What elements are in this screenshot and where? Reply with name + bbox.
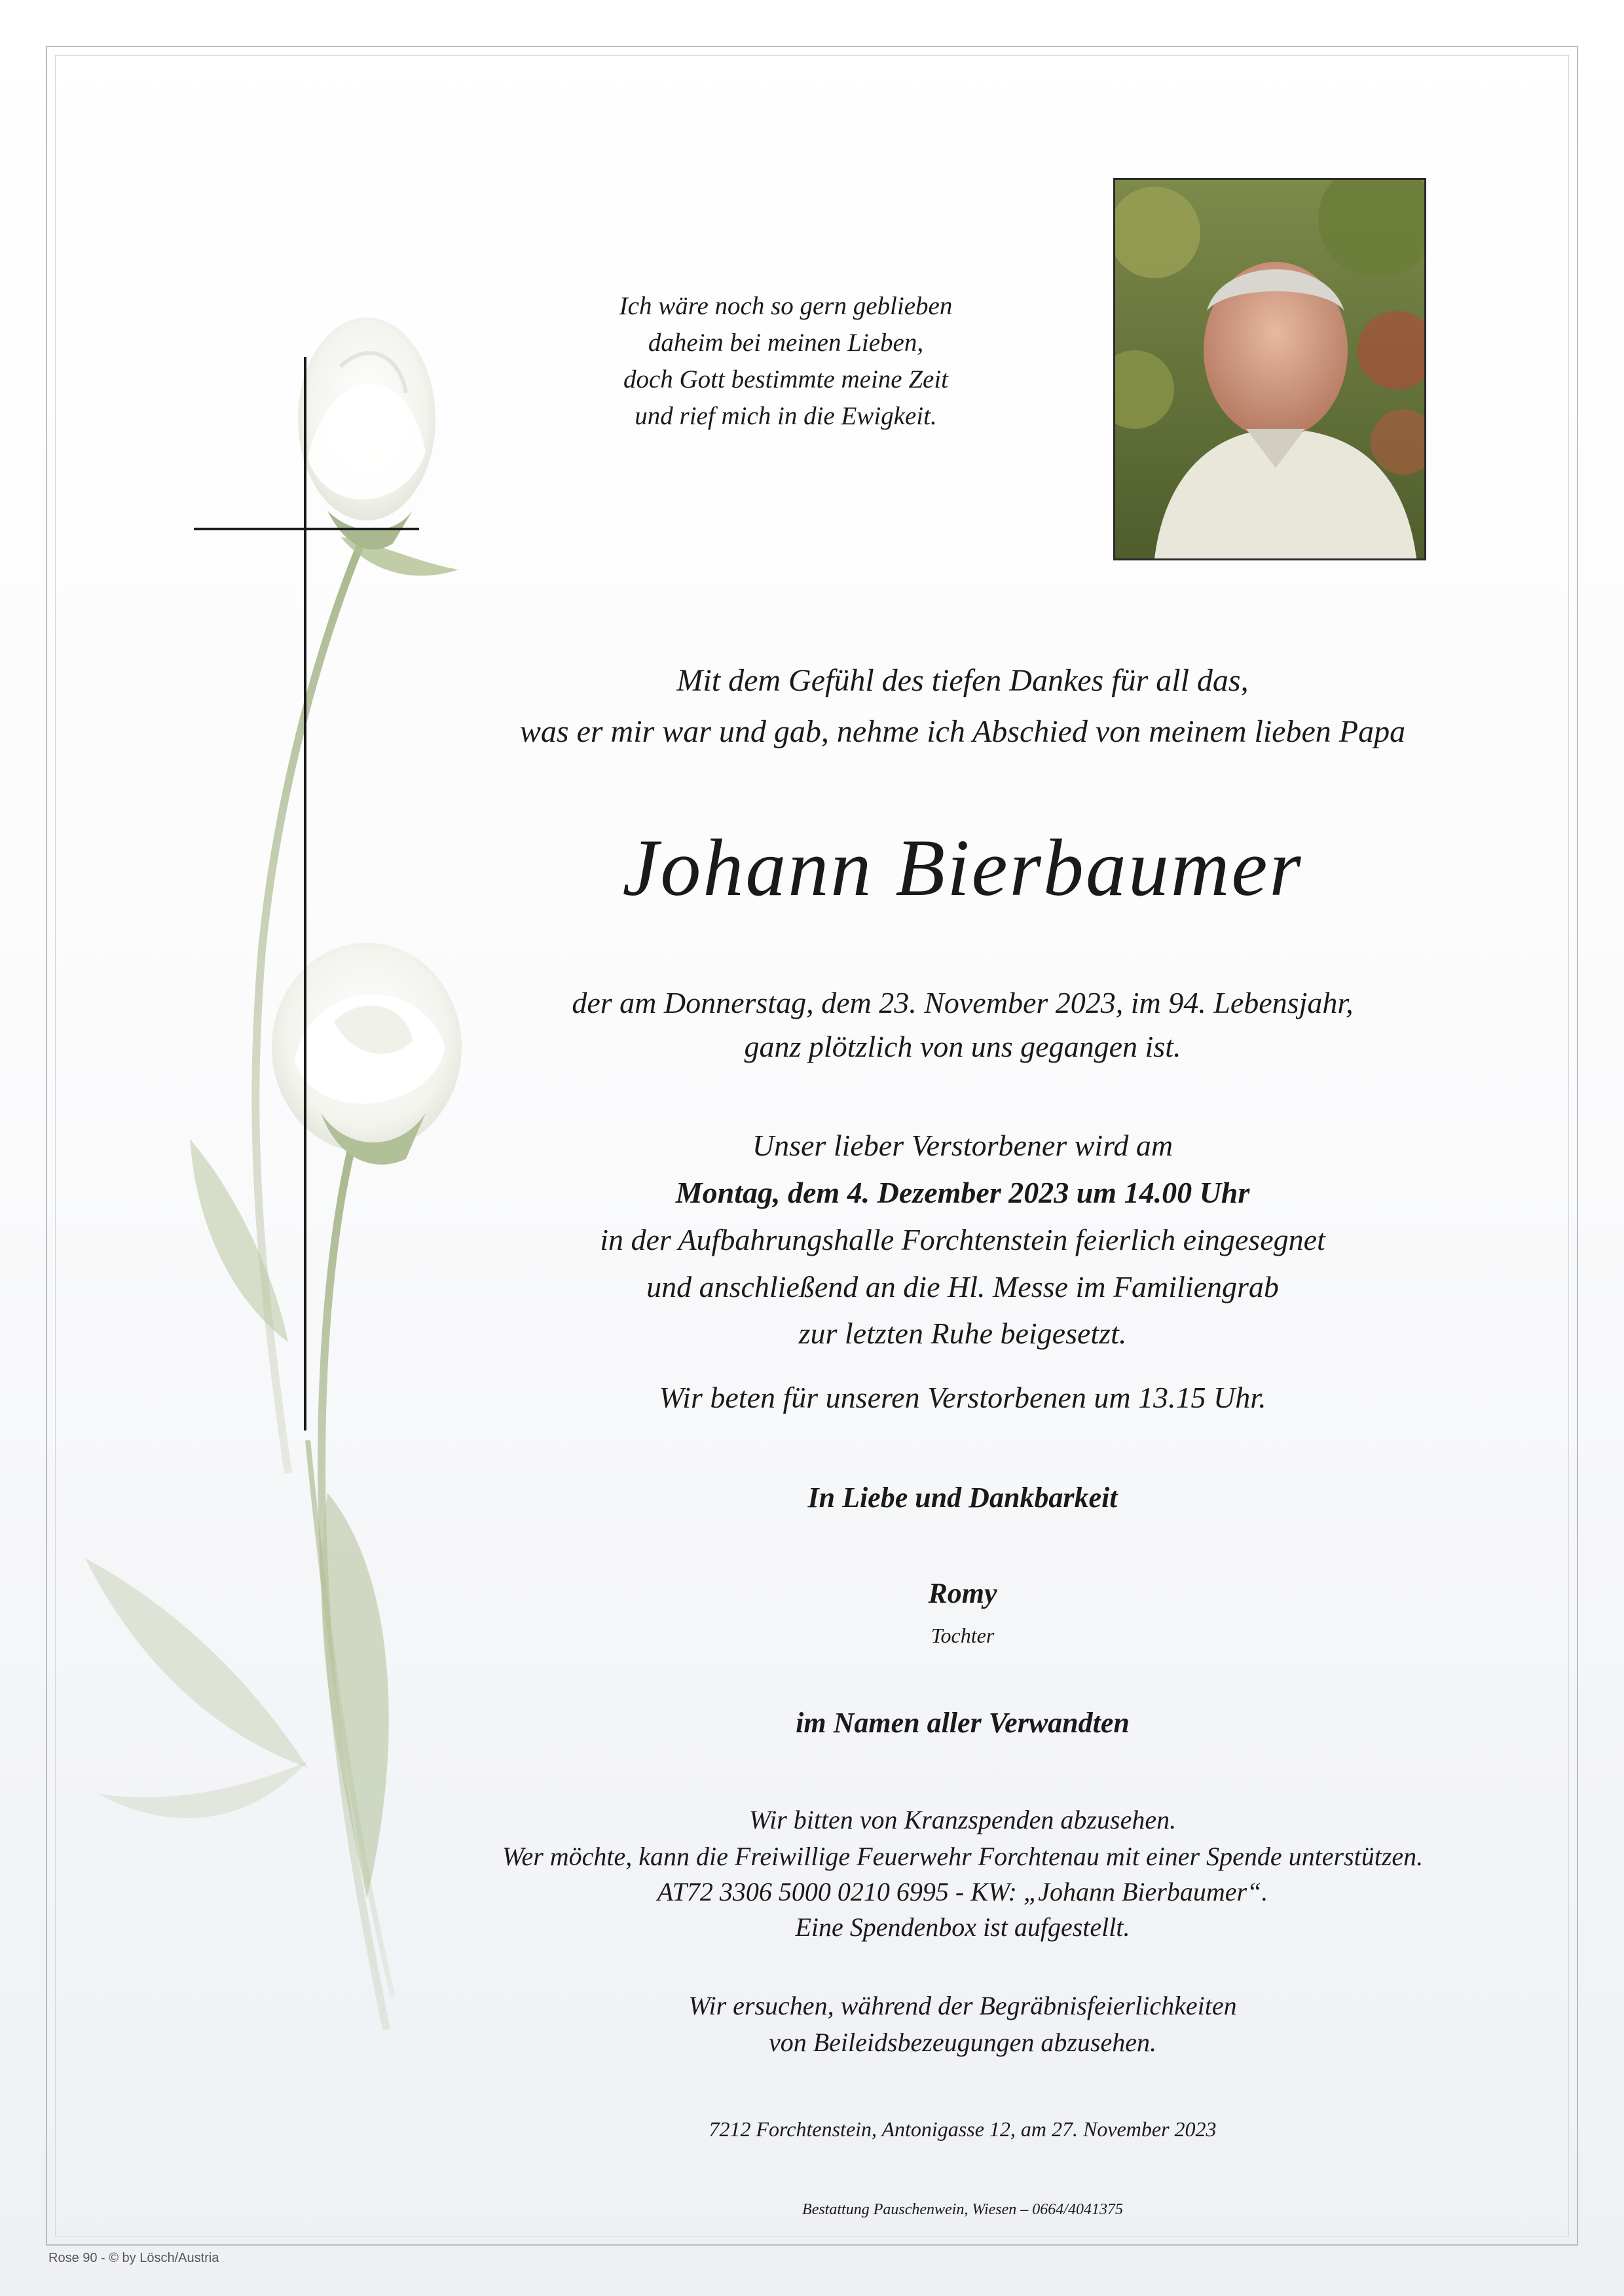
funeral-line-5: zur letzten Ruhe beigesetzt. bbox=[798, 1317, 1127, 1350]
funeral-line-1: Unser lieber Verstorbener wird am bbox=[752, 1129, 1173, 1162]
prayer-time: Wir beten für unseren Verstorbenen um 13.15 Uhr. bbox=[659, 1381, 1266, 1414]
white-rose-illustration bbox=[0, 0, 498, 2160]
rose-bud-top bbox=[298, 318, 435, 549]
funeral-line-4: und anschließend an die Hl. Messe im Familiengrab bbox=[646, 1270, 1279, 1303]
donation-line-1: Wir bitten von Kranzspenden abzusehen. bbox=[748, 1805, 1177, 1834]
donation-bank-account: AT72 3306 5000 0210 6995 - KW: „Johann Bierbaumer“. bbox=[657, 1877, 1268, 1906]
verse-line: doch Gott bestimmte meine Zeit bbox=[623, 365, 949, 393]
death-notice-line-1: der am Donnerstag, dem 23. November 2023, im 94. Lebensjahr, bbox=[572, 986, 1354, 1019]
condolence-line-2: von Beileidsbezeugungen abzusehen. bbox=[768, 2028, 1157, 2057]
mourner-relation: Tochter bbox=[931, 1624, 995, 1647]
address-date: 7212 Forchtenstein, Antonigasse 12, am 27. November 2023 bbox=[709, 2117, 1217, 2141]
undertaker-info: Bestattung Pauschenwein, Wiesen – 0664/4041375 bbox=[802, 2201, 1123, 2218]
death-notice-line-2: ganz plötzlich von uns gegangen ist. bbox=[744, 1030, 1181, 1063]
intro-line-1: Mit dem Gefühl des tiefen Dankes für all das, bbox=[676, 663, 1249, 698]
verse-line: Ich wäre noch so gern geblieben bbox=[619, 292, 953, 320]
portrait-photo bbox=[1113, 178, 1426, 560]
deceased-name: Johann Bierbaumer bbox=[622, 823, 1303, 913]
verse-line: und rief mich in die Ewigkeit. bbox=[635, 402, 937, 430]
funeral-date-time: Montag, dem 4. Dezember 2023 um 14.00 Uhr bbox=[675, 1176, 1250, 1209]
print-credit: Rose 90 - © by Lösch/Austria bbox=[48, 2251, 219, 2265]
mourner-name: Romy bbox=[928, 1577, 997, 1609]
donation-line-2: Wer möchte, kann die Freiwillige Feuerwehr Forchtenau mit einer Spende unterstützen. bbox=[502, 1842, 1424, 1871]
donation-line-4: Eine Spendenbox ist aufgestellt. bbox=[795, 1912, 1130, 1942]
funeral-line-3: in der Aufbahrungshalle Forchtenstein feierlich eingesegnet bbox=[600, 1223, 1325, 1256]
intro-line-2: was er mir war und gab, nehme ich Abschied von meinem lieben Papa bbox=[519, 714, 1406, 749]
verse-line: daheim bei meinen Lieben, bbox=[648, 329, 924, 357]
poem-verse bbox=[498, 288, 1074, 435]
relatives-line: im Namen aller Verwandten bbox=[796, 1707, 1130, 1739]
condolence-line-1: Wir ersuchen, während der Begräbnisfeierlichkeiten bbox=[688, 1991, 1237, 2020]
closing-phrase: In Liebe und Dankbarkeit bbox=[807, 1482, 1118, 1514]
